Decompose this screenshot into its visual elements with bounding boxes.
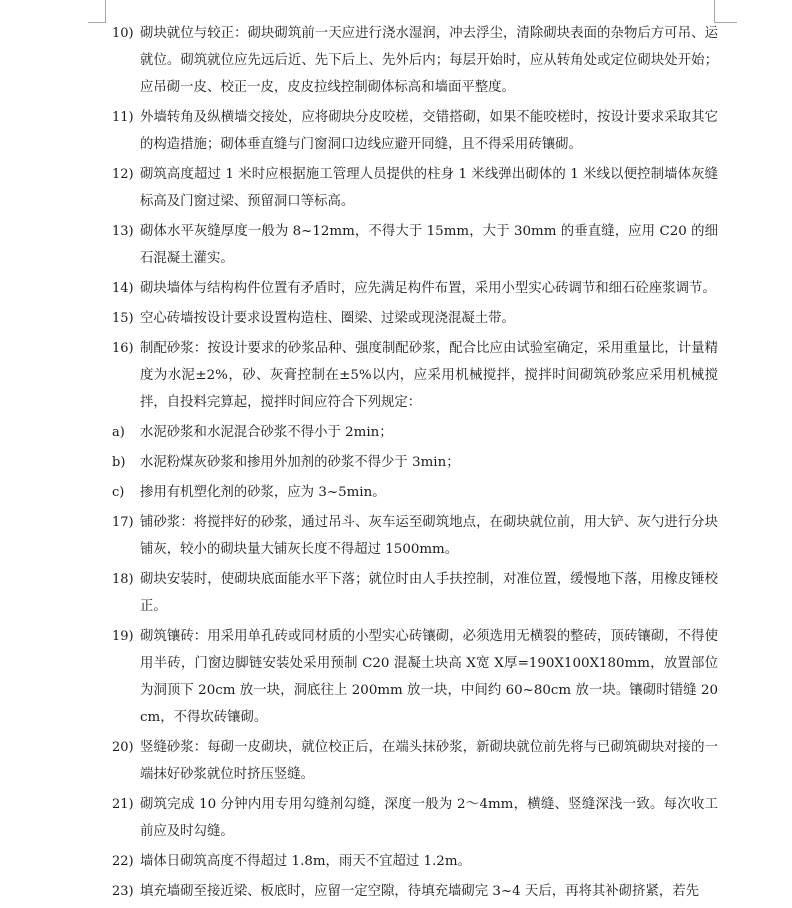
item-text: 砌块墙体与结构构件位置有矛盾时，应先满足构件布置，采用小型实心砖调节和细石砼座浆调节。 — [140, 281, 716, 296]
item-text: 水泥粉煤灰砂浆和掺用外加剂的砂浆不得少于 3min； — [140, 455, 460, 470]
item-text: 砌筑高度超过 1 米时应根据施工管理人员提供的柱身 1 米线弹出砌体的 1 米线以便控制墙体灰缝标高及门窗过梁、预留洞口等标高。 — [140, 167, 718, 209]
sub-list-item — [0, 449, 718, 479]
sub-list-item — [0, 479, 718, 509]
item-text: 砌体水平灰缝厚度一般为 8~12mm，不得大于 15mm，大于 30mm 的垂直缝，应用 C20 的细石混凝土灌实。 — [140, 224, 718, 266]
list-item — [0, 20, 718, 104]
list-item — [0, 104, 718, 161]
item-text: 砌块安装时，使砌块底面能水平下落；就位时由人手扶控制，对准位置，缓慢地下落，用橡皮锤校正。 — [140, 572, 718, 614]
item-number: 17) — [112, 515, 134, 530]
list-item — [0, 734, 718, 791]
item-text: 铺砂浆：将搅拌好的砂浆，通过吊斗、灰车运至砌筑地点，在砌块就位前，用大铲、灰勺进行分块铺灰，较小的砌块量大铺灰长度不得超过 1500mm。 — [140, 515, 718, 557]
list-item — [0, 878, 718, 908]
item-text: 竖缝砂浆：每砌一皮砌块，就位校正后，在端头抹砂浆，新砌块就位前先将与已砌筑砌块对接的一端抹好砂浆就位时挤压竖缝。 — [140, 740, 718, 782]
list-item — [0, 275, 718, 305]
item-number: 21) — [112, 797, 134, 812]
item-number: 20) — [112, 740, 134, 755]
item-number: 11) — [112, 110, 134, 125]
item-text: 制配砂浆：按设计要求的砂浆品种、强度制配砂浆，配合比应由试验室确定，采用重量比，计量精度为水泥±2%，砂、灰膏控制在±5%以内，应采用机械搅拌，搅拌时间砌筑砂浆应采用机械搅拌，自投料完算起，搅拌时间应符合下列规定： — [140, 341, 718, 410]
item-text: 砌块就位与较正：砌块砌筑前一天应进行浇水湿润，冲去浮尘，清除砌块表面的杂物后方可吊、运就位。砌筑就位应先远后近、先下后上、先外后内；每层开始时，应从转角处或定位砌块处开始；应吊砌一皮、校正一皮，皮皮拉线控制砌体标高和墙面平整度。 — [140, 26, 718, 95]
item-number: 14) — [112, 281, 134, 296]
item-text: 墙体日砌筑高度不得超过 1.8m，雨天不宜超过 1.2m。 — [140, 854, 471, 869]
item-text: 砌筑完成 10 分钟内用专用勾缝剂勾缝，深度一般为 2～4mm，横缝、竖缝深浅一致。每次收工前应及时勾缝。 — [140, 797, 718, 839]
list-item — [0, 509, 718, 566]
item-text: 填充墙砌至接近梁、板底时，应留一定空隙，待填充墙砌完 3~4 天后，再将其补砌挤紧，若先 — [140, 884, 700, 899]
item-number: 10) — [112, 26, 134, 41]
item-number: 13) — [112, 224, 134, 239]
item-text: 外墙转角及纵横墙交接处，应将砌块分皮咬槎，交错搭砌，如果不能咬槎时，按设计要求采取其它的构造措施；砌体垂直缝与门窗洞口边线应避开同缝，且不得采用砖镶砌。 — [140, 110, 718, 152]
item-letter: a) — [112, 425, 125, 440]
item-number: 19) — [112, 629, 134, 644]
list-item — [0, 218, 718, 275]
item-number: 18) — [112, 572, 134, 587]
item-letter: c) — [112, 485, 125, 500]
item-text: 掺用有机塑化剂的砂浆，应为 3~5min。 — [140, 485, 386, 500]
document-body — [0, 20, 792, 908]
item-number: 23) — [112, 884, 134, 899]
item-number: 12) — [112, 167, 134, 182]
list-item — [0, 566, 718, 623]
list-item — [0, 848, 718, 878]
item-number: 16) — [112, 341, 134, 356]
item-text: 水泥砂浆和水泥混合砂浆不得小于 2min； — [140, 425, 393, 440]
item-number: 22) — [112, 854, 134, 869]
list-item — [0, 623, 718, 734]
list-item — [0, 791, 718, 848]
list-item — [0, 305, 718, 335]
list-item — [0, 161, 718, 218]
item-letter: b) — [112, 455, 126, 470]
item-text: 空心砖墙按设计要求设置构造柱、圈梁、过梁或现浇混凝土带。 — [140, 311, 515, 326]
item-text: 砌筑镶砖：用采用单孔砖或同材质的小型实心砖镶砌，必须选用无横裂的整砖，顶砖镶砌，不得使用半砖，门窗边脚链安装处采用预制 C20 混凝土块高 X宽 X厚=190X100X180mm，放置部位为洞顶下 20cm 放一块，洞底往上 200mm 放一块，中间约 60~80cm 放一块。镶砌时错缝 20cm，不得坎砖镶砌。 — [140, 629, 718, 725]
list-item — [0, 335, 718, 419]
item-number: 15) — [112, 311, 134, 326]
sub-list-item — [0, 419, 718, 449]
